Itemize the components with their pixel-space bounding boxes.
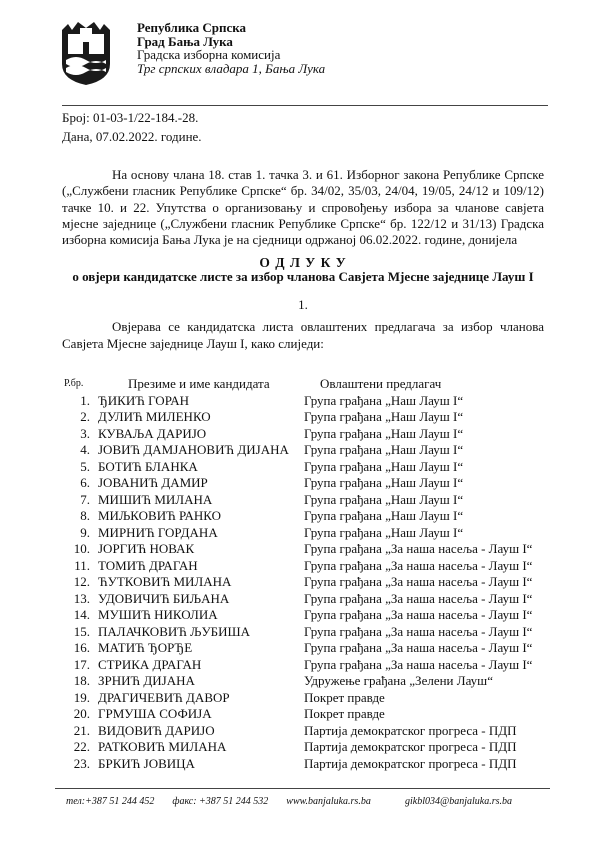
proposer: Удружење грађана „Зелени Лауш“ [304, 673, 493, 689]
candidate-name: РАТКОВИЋ МИЛАНА [98, 739, 227, 755]
table-header [62, 376, 552, 393]
header-republic: Република Српска [137, 20, 247, 35]
proposer: Група грађана „За наша насеља - Лауш I“ [304, 541, 533, 557]
footer-fax: факс: +387 51 244 532 [172, 796, 269, 807]
proposer: Покрет правде [304, 689, 385, 705]
row-number: 20. [73, 706, 90, 722]
footer-contacts [66, 796, 371, 808]
table-row [62, 409, 552, 426]
proposer: Група грађана „За наша насеља - Лауш I“ [304, 640, 533, 656]
row-number: 5. [80, 458, 90, 474]
proposer: Група грађана „Наш Лауш I“ [304, 491, 464, 507]
row-number: 6. [80, 475, 90, 491]
footer-phone: тел:+387 51 244 452 [66, 796, 155, 807]
table-row [62, 756, 552, 773]
proposer: Група грађана „За наша насеља - Лауш I“ [304, 607, 533, 623]
candidate-name: МУШИЋ НИКОЛИА [98, 607, 218, 623]
candidate-name: КУВАЉА ДАРИЈО [98, 425, 207, 441]
row-number: 19. [73, 689, 90, 705]
candidate-name: ГРМУША СОФИЈА [98, 706, 212, 722]
row-number: 17. [73, 656, 90, 672]
proposer: Група грађана „Наш Лауш I“ [304, 508, 464, 524]
table-row [62, 657, 552, 674]
candidate-name: ДРАГИЧЕВИЋ ДАВОР [98, 689, 230, 705]
row-number: 1. [80, 392, 90, 408]
candidate-name: СТРИКА ДРАГАН [98, 656, 202, 672]
table-row [62, 739, 552, 756]
proposer: Група грађана „Наш Лауш I“ [304, 524, 464, 540]
decision-subtitle: о овјери кандидатске листе за избор чланова Савјета Мјесне заједнице Лауш I [72, 269, 534, 285]
table-row [62, 706, 552, 723]
table-row [62, 393, 552, 410]
candidate-name: ТОМИЋ ДРАГАН [98, 557, 198, 573]
proposer: Група грађана „За наша насеља - Лауш I“ [304, 623, 533, 639]
row-number: 21. [73, 722, 90, 738]
city-coat-of-arms-logo [60, 20, 112, 86]
reference-date: Дана, 07.02.2022. године. [62, 129, 202, 144]
candidate-name: ЈОВАНИЋ ДАМИР [98, 475, 208, 491]
candidate-name: ЗРНИЋ ДИЈАНА [98, 673, 195, 689]
table-row [62, 508, 552, 525]
candidate-name: ЂИКИЋ ГОРАН [98, 392, 190, 408]
table-row [62, 492, 552, 509]
candidate-name: ДУЛИЋ МИЛЕНКО [98, 409, 211, 425]
candidate-name: МИШИЋ МИЛАНА [98, 491, 213, 507]
row-number: 9. [80, 524, 90, 540]
table-row [62, 690, 552, 707]
proposer: Група грађана „За наша насеља - Лауш I“ [304, 656, 533, 672]
table-row [62, 640, 552, 657]
preamble-paragraph: На основу члана 18. став 1. тачка 3. и 61. Изборног закона Републике Српске („Службени гласник Републике Српске“ бр. 34/02, 35/03, 24/04, 19/05, 24/12 и 109/12) тачке 10. и 22. Упутства о организовању и спровођењу избора за чланове савјета мјесне заједнице („Службени гласник Републике Српске“ бр. 122/12 и 31/13) Градска изборна комисија Бања Лука је на сједници одржаној 06.02.2022. године, донијела [62, 167, 544, 248]
candidate-name: ЋУТКОВИЋ МИЛАНА [98, 574, 232, 590]
row-number: 23. [73, 755, 90, 771]
candidate-name: ВИДОВИЋ ДАРИЈО [98, 722, 215, 738]
candidate-name: УДОВИЧИЋ БИЉАНА [98, 590, 230, 606]
row-number: 4. [80, 442, 90, 458]
document-body [62, 167, 544, 772]
row-number: 10. [73, 541, 90, 557]
header-commission: Градска изборна комисија [137, 47, 281, 62]
table-row [62, 475, 552, 492]
header-city: Град Бања Лука [137, 34, 233, 49]
table-row [62, 459, 552, 476]
proposer: Група грађана „Наш Лауш I“ [304, 425, 464, 441]
proposer: Покрет правде [304, 706, 385, 722]
section-number: 1. [298, 297, 308, 313]
reference-number: Број: 01-03-1/22-184.-28. [62, 110, 199, 125]
footer-divider [55, 788, 550, 789]
row-number: 7. [80, 491, 90, 507]
candidate-name: ПАЛАЧКОВИЋ ЉУБИША [98, 623, 251, 639]
table-row [62, 525, 552, 542]
proposer: Група грађана „Наш Лауш I“ [304, 392, 464, 408]
proposer: Група грађана „Наш Лауш I“ [304, 475, 464, 491]
candidate-name: МИРНИЋ ГОРДАНА [98, 524, 218, 540]
section-paragraph: Овјерава се кандидатска листа овлаштених предлагача за избор чланова Савјета Мјесне заједнице Лауш I, како слиједи: [62, 319, 544, 352]
table-row [62, 574, 552, 591]
table-row [62, 723, 552, 740]
decision-title: О Д Л У К У [259, 255, 347, 271]
proposer: Група грађана „За наша насеља - Лауш I“ [304, 590, 533, 606]
row-number: 2. [80, 409, 90, 425]
row-number: 14. [73, 607, 90, 623]
row-number: 15. [73, 623, 90, 639]
table-row [62, 442, 552, 459]
table-row [62, 541, 552, 558]
candidate-table [62, 376, 552, 772]
proposer: Група грађана „За наша насеља - Лауш I“ [304, 557, 533, 573]
candidate-name: БРКИЋ ЈОВИЦА [98, 755, 195, 771]
row-number: 16. [73, 640, 90, 656]
col-name-header: Презиме и име кандидата [128, 376, 270, 392]
candidate-name: МАТИЋ ЂОРЂЕ [98, 640, 193, 656]
footer-website[interactable]: www.banjaluka.rs.ba [286, 796, 371, 807]
header-address: Трг српских владара 1, Бања Лука [137, 61, 326, 76]
candidate-name: ЈОРГИЋ НОВАК [98, 541, 195, 557]
candidate-name: БОТИЋ БЛАНКА [98, 458, 198, 474]
row-number: 11. [74, 557, 90, 573]
proposer: Група грађана „Наш Лауш I“ [304, 442, 464, 458]
candidate-rows [62, 393, 552, 773]
candidate-name: ЈОВИЋ ДАМЈАНОВИЋ ДИЈАНА [98, 442, 289, 458]
proposer: Група грађана „Наш Лауш I“ [304, 409, 464, 425]
proposer: Партија демократског прогреса - ПДП [304, 739, 517, 755]
table-row [62, 673, 552, 690]
candidate-name: МИЉКОВИЋ РАНКО [98, 508, 222, 524]
table-row [62, 558, 552, 575]
proposer: Партија демократског прогреса - ПДП [304, 755, 517, 771]
row-number: 13. [73, 590, 90, 606]
row-number: 8. [80, 508, 90, 524]
header-divider [62, 105, 548, 106]
footer-email[interactable]: gikbl034@banjaluka.rs.ba [405, 796, 512, 807]
table-row [62, 624, 552, 641]
col-proposer-header: Овлаштени предлагач [320, 376, 442, 392]
row-number: 22. [73, 739, 90, 755]
proposer: Група грађана „За наша насеља - Лауш I“ [304, 574, 533, 590]
row-number: 18. [73, 673, 90, 689]
table-row [62, 426, 552, 443]
table-row [62, 591, 552, 608]
row-number: 3. [80, 425, 90, 441]
row-number: 12. [73, 574, 90, 590]
proposer: Група грађана „Наш Лауш I“ [304, 458, 464, 474]
col-number-header: Р.бр. [64, 378, 84, 390]
table-row [62, 607, 552, 624]
proposer: Партија демократског прогреса - ПДП [304, 722, 517, 738]
